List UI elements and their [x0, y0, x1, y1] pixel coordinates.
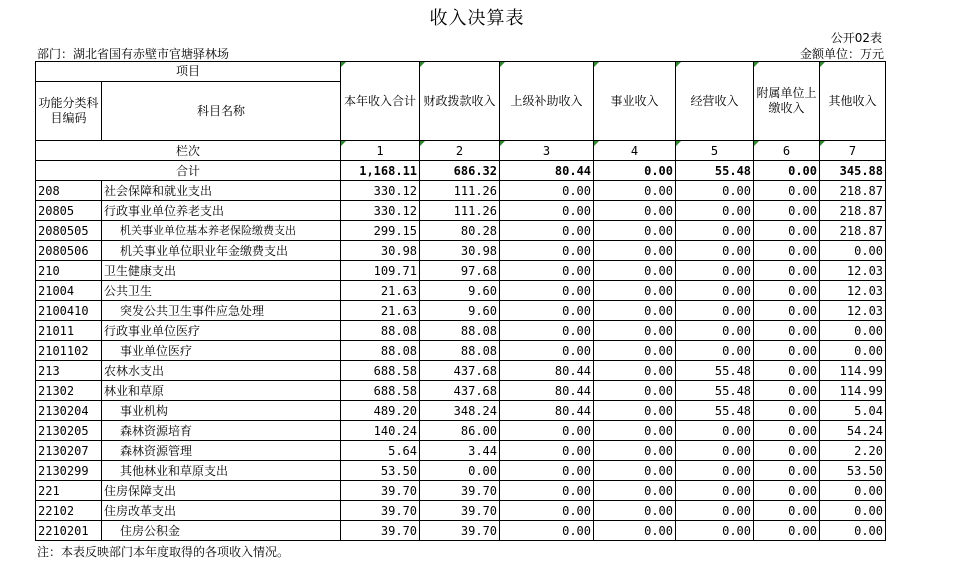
col-num: 4 [594, 141, 676, 161]
row-code: 21302 [36, 381, 102, 401]
footnote: 注：本表反映部门本年度取得的各项收入情况。 [37, 545, 290, 559]
row-value: 0.00 [594, 481, 676, 501]
row-value: 0.00 [754, 481, 820, 501]
row-name: 住房公积金 [102, 521, 341, 541]
row-value: 9.60 [420, 281, 500, 301]
row-value: 0.00 [500, 341, 594, 361]
row-code: 2101102 [36, 341, 102, 361]
row-value: 0.00 [500, 421, 594, 441]
row-value: 0.00 [754, 281, 820, 301]
header-col-1: 本年收入合计 [341, 62, 420, 141]
row-value: 114.99 [820, 361, 886, 381]
row-value: 0.00 [820, 481, 886, 501]
row-value: 109.71 [341, 261, 420, 281]
row-value: 0.00 [754, 221, 820, 241]
row-value: 39.70 [420, 481, 500, 501]
row-value: 0.00 [500, 321, 594, 341]
row-value: 0.00 [500, 461, 594, 481]
table-row [36, 441, 886, 461]
row-value: 53.50 [341, 461, 420, 481]
row-value: 218.87 [820, 201, 886, 221]
row-code: 2100410 [36, 301, 102, 321]
table-row [36, 301, 886, 321]
row-value: 55.48 [676, 361, 754, 381]
row-value: 0.00 [676, 461, 754, 481]
row-value: 0.00 [754, 261, 820, 281]
row-name: 森林资源管理 [102, 441, 341, 461]
row-value: 0.00 [420, 461, 500, 481]
row-value: 54.24 [820, 421, 886, 441]
row-code: 22102 [36, 501, 102, 521]
row-value: 55.48 [676, 381, 754, 401]
row-code: 210 [36, 261, 102, 281]
row-value: 39.70 [341, 481, 420, 501]
row-value: 0.00 [594, 441, 676, 461]
row-value: 86.00 [420, 421, 500, 441]
row-value: 0.00 [754, 461, 820, 481]
row-value: 0.00 [594, 381, 676, 401]
header-col-2: 财政拨款收入 [420, 62, 500, 141]
row-value: 0.00 [754, 341, 820, 361]
row-name: 事业机构 [102, 401, 341, 421]
col-num: 5 [676, 141, 754, 161]
table-row [36, 201, 886, 221]
row-value: 0.00 [820, 321, 886, 341]
row-name: 行政事业单位养老支出 [102, 201, 341, 221]
table-row [36, 461, 886, 481]
table-row [36, 381, 886, 401]
row-value: 80.44 [500, 381, 594, 401]
row-value: 0.00 [676, 221, 754, 241]
row-value: 0.00 [676, 321, 754, 341]
row-value: 5.64 [341, 441, 420, 461]
header-code: 功能分类科目编码 [36, 82, 102, 141]
row-name: 其他林业和草原支出 [102, 461, 341, 481]
row-value: 0.00 [754, 521, 820, 541]
row-value: 218.87 [820, 221, 886, 241]
row-value: 0.00 [500, 481, 594, 501]
row-value: 0.00 [754, 361, 820, 381]
total-row [36, 161, 886, 181]
row-name: 林业和草原 [102, 381, 341, 401]
table-row [36, 361, 886, 381]
row-name: 卫生健康支出 [102, 261, 341, 281]
row-value: 3.44 [420, 441, 500, 461]
row-value: 111.26 [420, 201, 500, 221]
row-value: 0.00 [820, 501, 886, 521]
row-value: 80.44 [500, 401, 594, 421]
header-project: 项目 [36, 62, 341, 82]
row-value: 0.00 [676, 521, 754, 541]
row-code: 2130204 [36, 401, 102, 421]
row-value: 12.03 [820, 261, 886, 281]
row-value: 437.68 [420, 361, 500, 381]
table-row [36, 181, 886, 201]
row-value: 0.00 [754, 201, 820, 221]
table-row [36, 321, 886, 341]
row-name: 住房保障支出 [102, 481, 341, 501]
row-value: 0.00 [820, 241, 886, 261]
row-value: 0.00 [594, 221, 676, 241]
row-code: 208 [36, 181, 102, 201]
row-value: 0.00 [500, 441, 594, 461]
row-value: 21.63 [341, 281, 420, 301]
row-value: 0.00 [754, 501, 820, 521]
table-row [36, 501, 886, 521]
table-row [36, 341, 886, 361]
row-name: 事业单位医疗 [102, 341, 341, 361]
row-value: 0.00 [500, 181, 594, 201]
table-row [36, 261, 886, 281]
row-value: 88.08 [420, 341, 500, 361]
row-value: 97.68 [420, 261, 500, 281]
row-value: 39.70 [420, 521, 500, 541]
row-value: 330.12 [341, 201, 420, 221]
col-num: 2 [420, 141, 500, 161]
row-value: 114.99 [820, 381, 886, 401]
row-value: 0.00 [676, 441, 754, 461]
row-code: 21011 [36, 321, 102, 341]
row-value: 0.00 [754, 401, 820, 421]
row-value: 2.20 [820, 441, 886, 461]
col-num: 1 [341, 141, 420, 161]
row-name: 行政事业单位医疗 [102, 321, 341, 341]
row-value: 0.00 [820, 521, 886, 541]
row-value: 330.12 [341, 181, 420, 201]
header-col-7: 其他收入 [820, 62, 886, 141]
total-value: 345.88 [820, 161, 886, 181]
table-row [36, 241, 886, 261]
department-label: 部门：湖北省国有赤壁市官塘驿林场 [37, 47, 230, 61]
row-value: 0.00 [676, 241, 754, 261]
row-value: 140.24 [341, 421, 420, 441]
row-value: 39.70 [420, 501, 500, 521]
row-code: 2130205 [36, 421, 102, 441]
row-value: 0.00 [754, 321, 820, 341]
row-value: 0.00 [594, 261, 676, 281]
total-value: 0.00 [594, 161, 676, 181]
total-value: 0.00 [754, 161, 820, 181]
row-value: 55.48 [676, 401, 754, 421]
row-value: 0.00 [676, 481, 754, 501]
row-value: 0.00 [754, 421, 820, 441]
row-value: 5.04 [820, 401, 886, 421]
row-value: 12.03 [820, 281, 886, 301]
row-value: 0.00 [594, 501, 676, 521]
row-name: 农林水支出 [102, 361, 341, 381]
row-value: 0.00 [500, 501, 594, 521]
table-row [36, 281, 886, 301]
row-value: 88.08 [341, 341, 420, 361]
total-value: 686.32 [420, 161, 500, 181]
row-value: 53.50 [820, 461, 886, 481]
unit-label: 金额单位：万元 [799, 47, 884, 61]
header-name: 科目名称 [102, 82, 341, 141]
row-value: 0.00 [676, 281, 754, 301]
row-value: 0.00 [676, 301, 754, 321]
row-value: 0.00 [754, 381, 820, 401]
row-value: 0.00 [594, 301, 676, 321]
row-value: 0.00 [676, 261, 754, 281]
row-value: 0.00 [676, 201, 754, 221]
row-value: 0.00 [500, 221, 594, 241]
row-value: 0.00 [594, 401, 676, 421]
row-value: 0.00 [594, 181, 676, 201]
row-value: 0.00 [500, 261, 594, 281]
table-row [36, 421, 886, 441]
row-value: 0.00 [676, 501, 754, 521]
row-name: 社会保障和就业支出 [102, 181, 341, 201]
col-num: 6 [754, 141, 820, 161]
row-value: 30.98 [341, 241, 420, 261]
row-value: 0.00 [754, 441, 820, 461]
income-table [35, 61, 886, 541]
total-value: 1,168.11 [341, 161, 420, 181]
form-number: 公开02表 [830, 31, 882, 45]
row-value: 0.00 [676, 181, 754, 201]
row-value: 0.00 [594, 341, 676, 361]
row-value: 0.00 [594, 461, 676, 481]
header-col-4: 事业收入 [594, 62, 676, 141]
row-value: 0.00 [820, 341, 886, 361]
row-code: 221 [36, 481, 102, 501]
row-code: 20805 [36, 201, 102, 221]
row-name: 机关事业单位职业年金缴费支出 [102, 241, 341, 261]
row-value: 0.00 [754, 241, 820, 261]
total-value: 55.48 [676, 161, 754, 181]
table-row [36, 401, 886, 421]
table-row [36, 521, 886, 541]
row-name: 机关事业单位基本养老保险缴费支出 [102, 221, 341, 241]
header-col-5: 经营收入 [676, 62, 754, 141]
row-value: 0.00 [754, 301, 820, 321]
row-value: 9.60 [420, 301, 500, 321]
row-value: 39.70 [341, 501, 420, 521]
col-num: 3 [500, 141, 594, 161]
row-value: 489.20 [341, 401, 420, 421]
row-code: 2130299 [36, 461, 102, 481]
row-value: 12.03 [820, 301, 886, 321]
row-value: 88.08 [420, 321, 500, 341]
table-row [36, 221, 886, 241]
row-value: 218.87 [820, 181, 886, 201]
row-code: 2130207 [36, 441, 102, 461]
row-name: 突发公共卫生事件应急处理 [102, 301, 341, 321]
total-label: 合计 [36, 161, 341, 181]
row-name: 公共卫生 [102, 281, 341, 301]
row-code: 213 [36, 361, 102, 381]
row-value: 688.58 [341, 381, 420, 401]
col-num: 7 [820, 141, 886, 161]
row-value: 0.00 [500, 241, 594, 261]
row-value: 80.44 [500, 361, 594, 381]
row-value: 0.00 [594, 201, 676, 221]
row-value: 21.63 [341, 301, 420, 321]
row-value: 0.00 [676, 421, 754, 441]
row-value: 0.00 [500, 281, 594, 301]
row-value: 688.58 [341, 361, 420, 381]
row-value: 299.15 [341, 221, 420, 241]
row-value: 30.98 [420, 241, 500, 261]
row-value: 0.00 [500, 301, 594, 321]
row-value: 0.00 [676, 341, 754, 361]
row-value: 0.00 [594, 521, 676, 541]
table-row [36, 481, 886, 501]
row-name: 森林资源培育 [102, 421, 341, 441]
row-value: 437.68 [420, 381, 500, 401]
header-col-6: 附属单位上缴收入 [754, 62, 820, 141]
row-index-label: 栏次 [36, 141, 341, 161]
row-name: 住房改革支出 [102, 501, 341, 521]
row-value: 80.28 [420, 221, 500, 241]
row-value: 88.08 [341, 321, 420, 341]
total-value: 80.44 [500, 161, 594, 181]
row-code: 2080506 [36, 241, 102, 261]
row-value: 0.00 [500, 521, 594, 541]
row-value: 0.00 [594, 321, 676, 341]
row-value: 0.00 [500, 201, 594, 221]
row-value: 0.00 [594, 241, 676, 261]
row-code: 2210201 [36, 521, 102, 541]
page-title: 收入决算表 [429, 8, 525, 29]
row-value: 0.00 [594, 281, 676, 301]
row-code: 21004 [36, 281, 102, 301]
row-value: 0.00 [594, 421, 676, 441]
header-col-3: 上级补助收入 [500, 62, 594, 141]
row-value: 0.00 [754, 181, 820, 201]
row-value: 39.70 [341, 521, 420, 541]
row-value: 348.24 [420, 401, 500, 421]
row-value: 0.00 [594, 361, 676, 381]
row-value: 111.26 [420, 181, 500, 201]
row-code: 2080505 [36, 221, 102, 241]
